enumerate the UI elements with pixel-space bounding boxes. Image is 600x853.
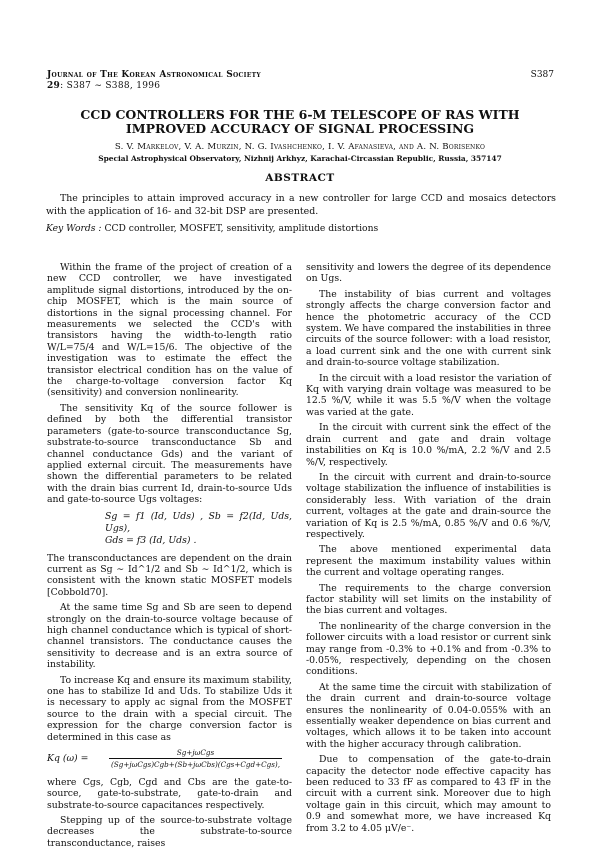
paragraph: The instability of bias current and voltages strongly affects the charge conversion factor and hence the photometric accuracy of the CCD system. We have compared the instabilities in three circuits of the source follower: with a load resistor, a load current sink and the one with current sink and drain-to-source voltage stabilization. <box>306 288 551 369</box>
journal-header <box>47 70 261 91</box>
volume-number: 29 <box>47 81 61 91</box>
paragraph: Due to compensation of the gate-to-drain capacity the detector node effective capacity has been reduced to 33 fF as compared to 43 fF in the circuit with a current sink. Moreover due to high voltage gain in this circuit, which may amount to 0.9 and somewhat more, we have increased Kq from 3.2 to 4.05 μV/e⁻. <box>306 754 551 834</box>
affiliation: Special Astrophysical Observatory, Nizhnij Arkhyz, Karachai-Circassian Republic, Russia, 357147 <box>98 154 502 163</box>
equation-2: Kq (ω) = $\frac{\text{Sg+jωCgs}}{\text{(Sg+jωCgs)Cgb+(Sb+jωCbs)(Cgs+Cgd+Cgs),}}$ <box>47 748 280 770</box>
paper-title <box>40 108 560 136</box>
paragraph: At the same time the circuit with stabilization of the drain current and drain-to-source voltage ensures the nonlinearity of 0.04-0.055% with an essentially weaker dependence on bias current and voltages, which allows it to be taken into account with the higher accuracy through calibration. <box>306 681 551 750</box>
page-range: : S387 ∼ S388, 1996 <box>60 81 161 91</box>
page-number: S387 <box>530 70 554 80</box>
paragraph: where Cgs, Cgb, Cgd and Cbs are the gate-to-source, gate-to-substrate, gate-to-drain and substrate-to-source capacitances respectively. <box>47 776 292 811</box>
paragraph: To increase Kq and ensure its maximum stability, one has to stabilize Id and Uds. To stabilize Uds it is necessary to apply ac signal from the MOSFET source to the drain with a special circuit. The expression for the charge conversion factor is determined in this case as <box>47 674 292 743</box>
paragraph: The nonlinearity of the charge conversion in the follower circuits with a load resistor or current sink may range from -0.3% to +0.1% and from -0.3% to -0.05%, respectively, depending on the chosen conditions. <box>306 620 551 678</box>
paragraph: At the same time Sg and Sb are seen to depend strongly on the drain-to-source voltage because of high channel conductance which is typical of short-channel transistors. The conductance causes the sensitivity to decrease and is an extra source of instability. <box>47 602 292 671</box>
equation-1: Sg = f1 (Id, Uds) , Sb = f2(Id, Uds, Ugs), Gds = f3 (Id, Uds) . <box>105 510 292 546</box>
abstract-heading: ABSTRACT <box>265 172 335 184</box>
keywords-list: CCD controller, MOSFET, sensitivity, amplitude distortions <box>104 223 379 234</box>
paragraph: sensitivity and lowers the degree of its dependence on Ugs. <box>306 262 551 285</box>
paragraph: The requirements to the charge conversion factor stability will set limits on the instability of the bias current and voltages. <box>306 582 551 617</box>
keywords <box>46 223 556 234</box>
paragraph: In the circuit with a load resistor the variation of Kq with varying drain voltage was measured to be 12.5 %/V, while it was 5.5 %/V when the voltage was varied at the gate. <box>306 372 551 418</box>
left-column <box>47 262 292 853</box>
paragraph: Within the frame of the project of creation of a new CCD controller, we have investigated amplitude signal distortions, introduced by the on-chip MOSFET, which is the main source of distortions in the signal processing channel. For measurements we selected the CCD's with transistors having the width-to-length ratio W/L=75/4 and W/L=15/6. The objective of the investigation was to estimate the effect the transistor electrical condition has on the value of the charge-to-voltage conversion factor Kq (sensitivity) and conversion nonlinearity. <box>47 262 292 399</box>
right-column <box>306 262 551 838</box>
paragraph: The transconductances are dependent on the drain current as Sg ∼ Id^1/2 and Sb ∼ Id^1/2, which is consistent with the known static MOSFET models [Cobbold70]. <box>47 552 292 598</box>
paragraph: In the circuit with current sink the effect of the drain current and gate and drain voltage instabilities on Kq is 10.0 %/mA, 2.2 %/V and 2.5 %/V, respectively. <box>306 422 551 468</box>
title-line-2: IMPROVED ACCURACY OF SIGNAL PROCESSING <box>125 121 475 136</box>
author-names: S. V. Markelov, V. A. Murzin, N. G. Ivashchenko, I. V. Afanasieva, and A. N. Borisenko <box>114 142 486 152</box>
keywords-label: Key Words : <box>46 223 102 234</box>
title-line-1: CCD CONTROLLERS FOR THE 6-M TELESCOPE OF RAS WITH <box>80 107 520 122</box>
paragraph: The above mentioned experimental data represent the maximum instability values within the current and voltage operating ranges. <box>306 544 551 579</box>
abstract-text: The principles to attain improved accuracy in a new controller for large CCD and mosaics detectors with the application of 16- and 32-bit DSP are presented. <box>46 193 556 217</box>
paragraph: Stepping up of the source-to-substrate voltage decreases the substrate-to-source transconductance, raises <box>47 815 292 849</box>
journal-name: Journal of The Korean Astronomical Society <box>47 70 261 80</box>
author-block <box>40 142 560 164</box>
paragraph: The sensitivity Kq of the source follower is defined by both the differential transistor parameters (gate-to-source transconductance Sg, substrate-to-source transconductance Sb and channel conductance Gds) and the variant of applied external circuit. The measurements have shown the differential parameters to be related with the drain bias current Id, drain-to-source Uds and gate-to-source Ugs voltages: <box>47 402 292 506</box>
paragraph: In the circuit with current and drain-to-source voltage stabilization the influence of instabilities is considerably less. With variation of the drain current, voltages at the gate and drain-source the variation of Kq is 2.5 %/mA, 0.85 %/V and 0.6 %/V, respectively. <box>306 471 551 540</box>
